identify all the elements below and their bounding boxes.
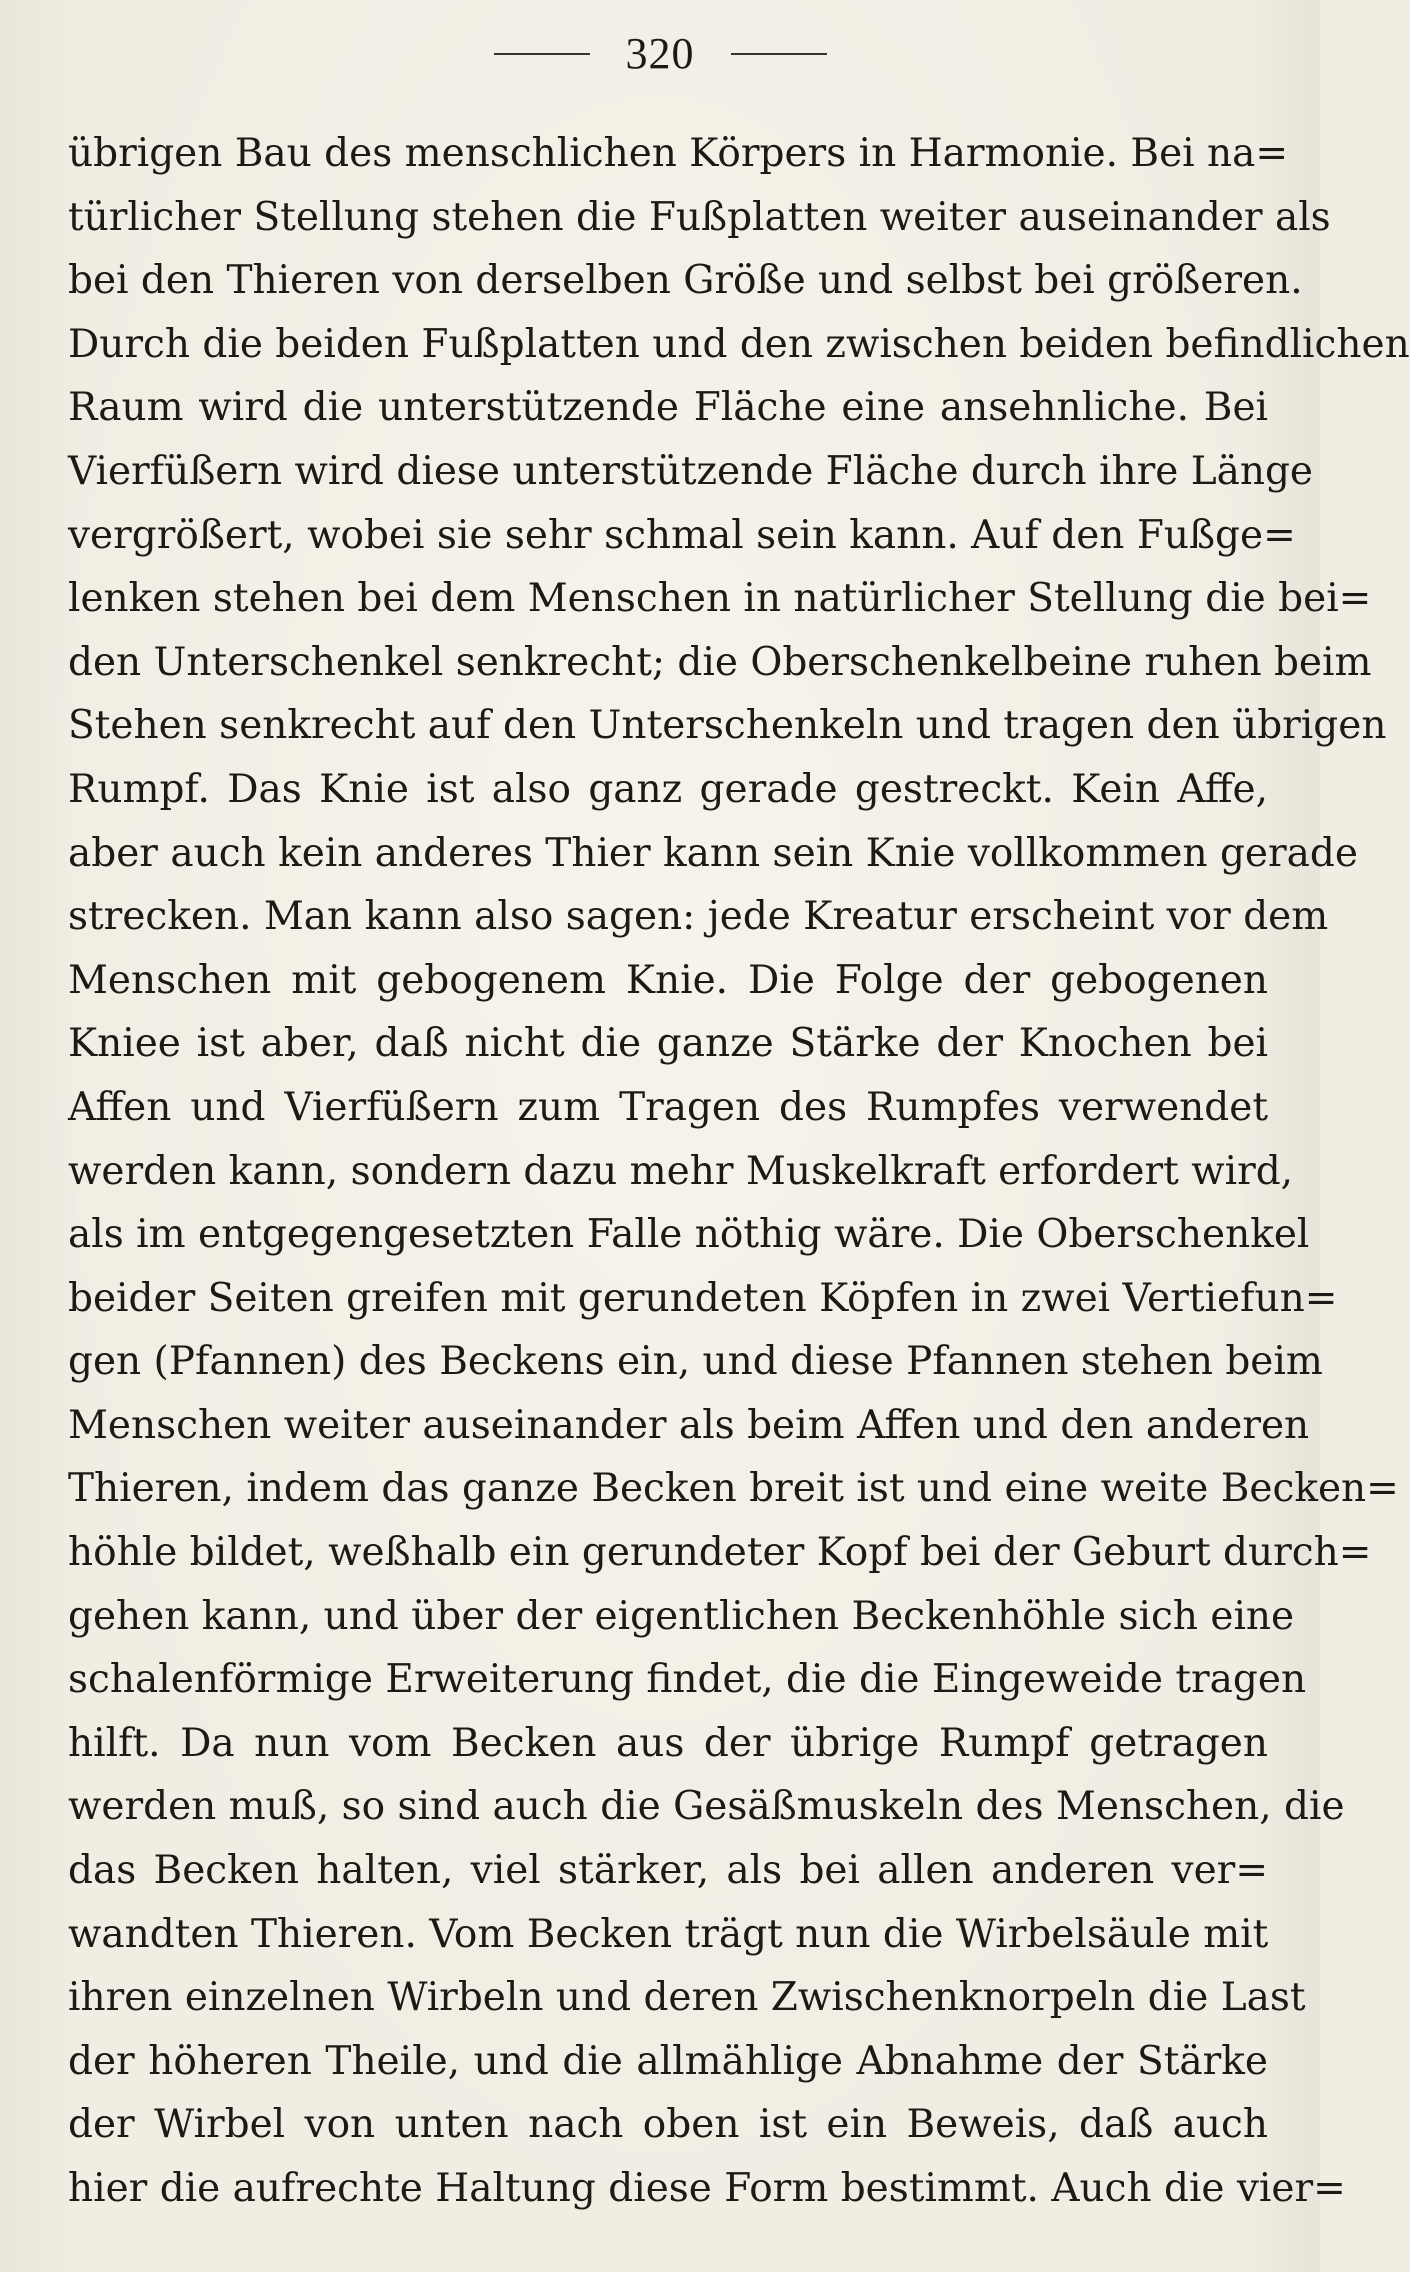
text-line: schalenförmige Erweiterung findet, die die Eingeweide tragen (68, 1657, 1307, 1703)
text-line: Vierfüßern wird diese unterstützende Fläche durch ihre Länge (68, 448, 1314, 494)
text-line: Rumpf. Das Knie ist also ganz gerade gestreckt. Kein Affe, (68, 766, 1268, 812)
page-header (0, 22, 1320, 86)
text-line: wandten Thieren. Vom Becken trägt nun die Wirbelsäule mit (68, 1911, 1269, 1957)
text-line: türlicher Stellung stehen die Fußplatten weiter auseinander als (68, 194, 1331, 240)
text-line: Affen und Vierfüßern zum Tragen des Rumpfes verwendet (68, 1084, 1268, 1130)
text-line: gehen kann, und über der eigentlichen Beckenhöhle sich eine (68, 1593, 1295, 1639)
page-number: 320 (625, 29, 695, 78)
text-line: bei den Thieren von derselben Größe und selbst bei größeren. (68, 258, 1303, 304)
text-line: Stehen senkrecht auf den Unterschenkeln und tragen den übrigen (68, 703, 1387, 749)
text-line: Durch die beiden Fußplatten und den zwischen beiden befindlichen (68, 321, 1410, 367)
text-line: ihren einzelnen Wirbeln und deren Zwischenknorpeln die Last (68, 1975, 1306, 2021)
text-line: aber auch kein anderes Thier kann sein Knie vollkommen gerade (68, 830, 1358, 876)
text-line: werden kann, sondern dazu mehr Muskelkraft erfordert wird, (68, 1148, 1294, 1194)
header-rule-right (731, 53, 827, 55)
text-line: Thieren, indem das ganze Becken breit ist und eine weite Becken= (68, 1466, 1399, 1512)
text-line: Raum wird die unterstützende Fläche eine ansehnliche. Bei (68, 385, 1268, 431)
text-line: beider Seiten greifen mit gerundeten Köpfen in zwei Vertiefun= (68, 1275, 1338, 1321)
text-line: den Unterschenkel senkrecht; die Oberschenkelbeine ruhen beim (68, 639, 1372, 685)
body-text (68, 122, 1410, 2221)
text-line: das Becken halten, viel stärker, als bei allen anderen ver= (68, 1848, 1268, 1894)
text-line: gen (Pfannen) des Beckens ein, und diese Pfannen stehen beim (68, 1339, 1323, 1385)
text-line: Kniee ist aber, daß nicht die ganze Stärke der Knochen bei (68, 1021, 1268, 1067)
text-line: der höheren Theile, und die allmählige Abnahme der Stärke (68, 2038, 1268, 2084)
text-line: hier die aufrechte Haltung diese Form bestimmt. Auch die vier= (68, 2166, 1346, 2211)
text-line: vergrößert, wobei sie sehr schmal sein kann. Auf den Fußge= (68, 512, 1296, 558)
text-line: strecken. Man kann also sagen: jede Kreatur erscheint vor dem (68, 894, 1329, 940)
text-line: der Wirbel von unten nach oben ist ein Beweis, daß auch (68, 2102, 1268, 2148)
text-line: als im entgegengesetzten Falle nöthig wäre. Die Oberschenkel (68, 1212, 1310, 1258)
text-line: lenken stehen bei dem Menschen in natürlicher Stellung die bei= (68, 576, 1372, 622)
text-line: hilft. Da nun vom Becken aus der übrige Rumpf getragen (68, 1720, 1268, 1766)
text-line: übrigen Bau des menschlichen Körpers in Harmonie. Bei na= (68, 131, 1289, 176)
text-line: höhle bildet, weßhalb ein gerundeter Kopf bei der Geburt durch= (68, 1530, 1372, 1576)
text-line: Menschen mit gebogenem Knie. Die Folge der gebogenen (68, 957, 1268, 1003)
header-rule-left (494, 53, 590, 55)
text-line: Menschen weiter auseinander als beim Affen und den anderen (68, 1402, 1310, 1448)
text-line: werden muß, so sind auch die Gesäßmuskeln des Menschen, die (68, 1784, 1345, 1830)
